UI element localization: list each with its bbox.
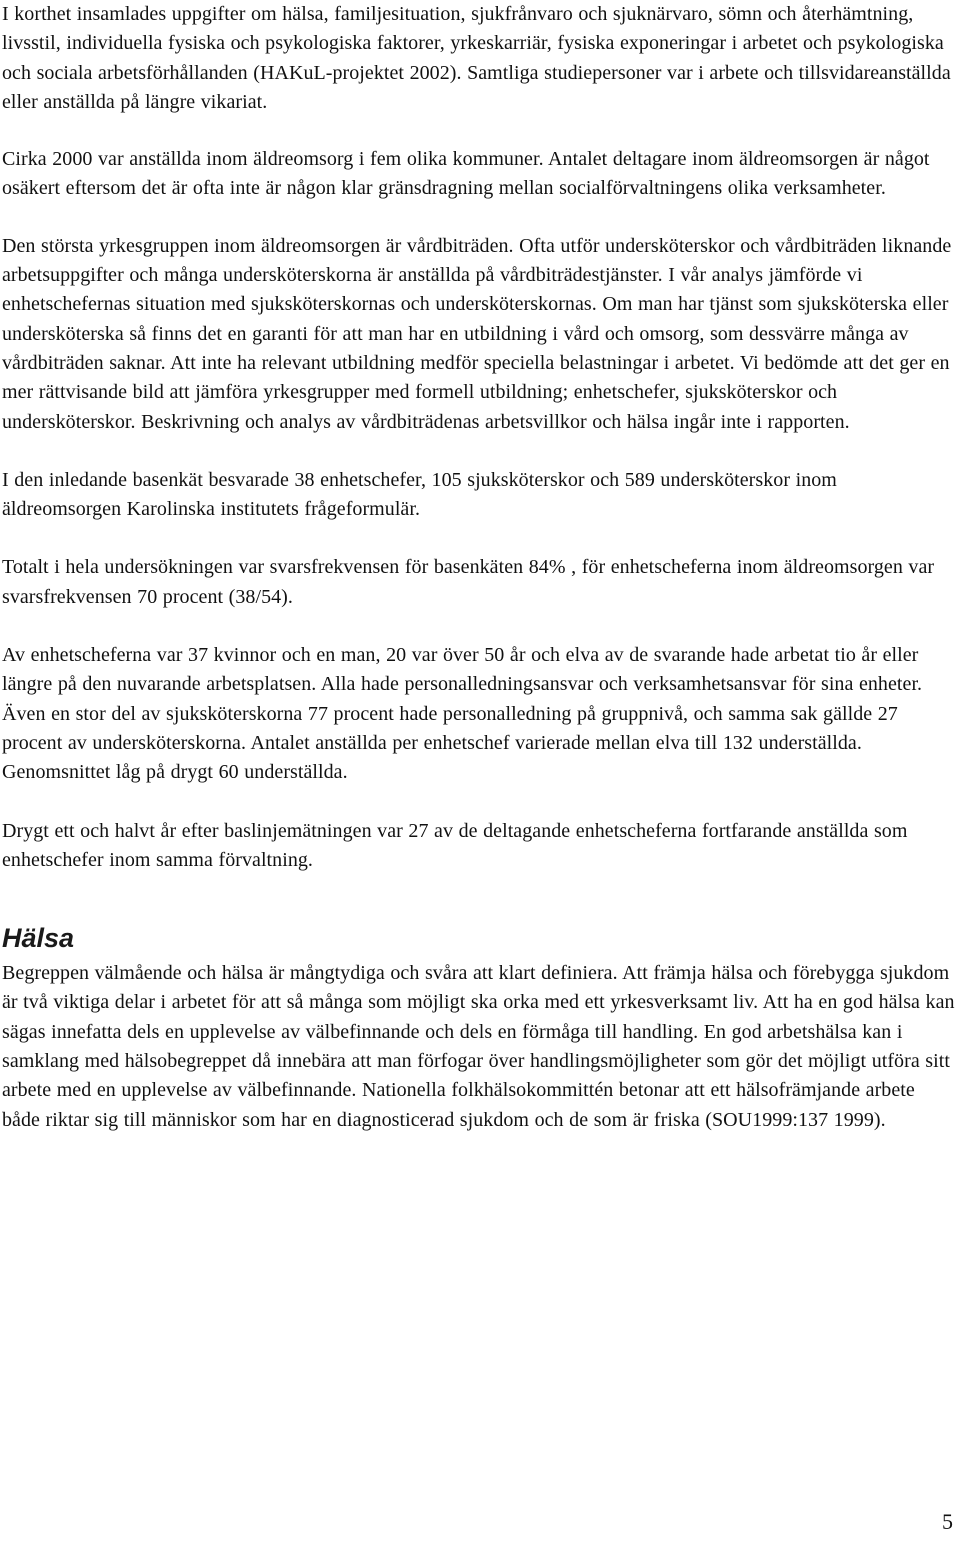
page-number: 5 (942, 1509, 953, 1534)
section-heading: Hälsa (2, 923, 75, 954)
paragraph-participants: Cirka 2000 var anställda inom äldreomsorg i fem olika kommuner. Antalet deltagare inom äldreomsorgen är något osäkert eftersom det är ofta inte är någon klar gränsdragning mellan socialförvaltningens olika verksamheter. (2, 148, 930, 200)
paragraph-baseline-survey: I den inledande basenkät besvarade 38 enhetschefer, 105 sjuksköterskor och 589 undersköterskor inom äldreomsorgen Karolinska institutets frågeformulär. (2, 468, 837, 521)
paragraph-unit-managers: Av enhetscheferna var 37 kvinnor och en man, 20 var över 50 år och elva av de svarande hade arbetat tio år eller längre på den nuvarande arbetsplatsen. Alla hade personalledningsansvar och verksamhetsansvar för sina enheter. Även en stor del av sjuksköterskorna 77 procent hade personalledning på gruppnivå, och samma sak gällde 27 procent av undersköterskorna. Antalet anställda per enhetschef varierade mellan elva till 132 underställda. Genomsnittet låg på drygt 60 underställda. (2, 644, 923, 784)
document-body (2, 0, 957, 1135)
paragraph-occupational-groups: Den största yrkesgruppen inom äldreomsorgen är vårdbiträden. Ofta utför undersköterskor och vårdbiträden liknande arbetsuppgifter och många undersköterskorna är anställda på vårdbiträdestjänster. I vår analys jämförde vi enhetschefernas situation med sjuksköterskornas och undersköterskornas. Om man har tjänst som sjuksköterska eller undersköterska så finns det en garanti för att man har en utbildning i vård och omsorg, som dessvärre många av vårdbiträden saknar. Att inte ha relevant utbildning medför speciella belastningar i arbetet. Vi bedömde att det ger en mer rättvisande bild att jämföra yrkesgrupper med formell utbildning; enhetschefer, sjuksköterskor och undersköterskor. Beskrivning och analys av vårdbiträdenas arbetsvillkor och hälsa ingår inte i rapporten. (2, 234, 952, 433)
paragraph-response-rate: Totalt i hela undersökningen var svarsfrekvensen för basenkäten 84% , för enhetscheferna inom äldreomsorgen var svarsfrekvensen 70 procent (38/54). (2, 556, 935, 608)
paragraph-data-collection: I korthet insamlades uppgifter om hälsa, familjesituation, sjukfrånvaro och sjuknärvaro, sömn och återhämtning, livsstil, individuella fysiska och psykologiska faktorer, yrkeskarriär, fysiska exponeringar i arbetet och psykologiska och sociala arbetsförhållanden (HAKuL-projektet 2002). Samtliga studiepersoner var i arbete och tillsvidareanställda eller anställda på längre vikariat. (2, 3, 951, 113)
paragraph-follow-up: Drygt ett och halvt år efter baslinjemätningen var 27 av de deltagande enhetscheferna fortfarande anställda som enhetschefer inom samma förvaltning. (2, 819, 908, 871)
paragraph-health-definition: Begreppen välmående och hälsa är mångtydiga och svåra att klart definiera. Att främja hälsa och förebygga sjukdom är två viktiga delar i arbetet för att så många som möjligt ska orka med ett yrkesverksamt liv. Att ha en god hälsa kan sägas innefatta dels en upplevelse av välbefinnande och dels en förmåga till handling. En god arbetshälsa kan i samklang med hälsobegreppet då innebära att man förfogar över handlingsmöjligheter som gör det möjligt utföra sitt arbete med en upplevelse av välbefinnande. Nationella folkhälsokommittén betonar att ett hälsofrämjande arbete både riktar sig till människor som har en diagnosticerad sjukdom och de som är friska (SOU1999:137 1999). (2, 962, 955, 1131)
